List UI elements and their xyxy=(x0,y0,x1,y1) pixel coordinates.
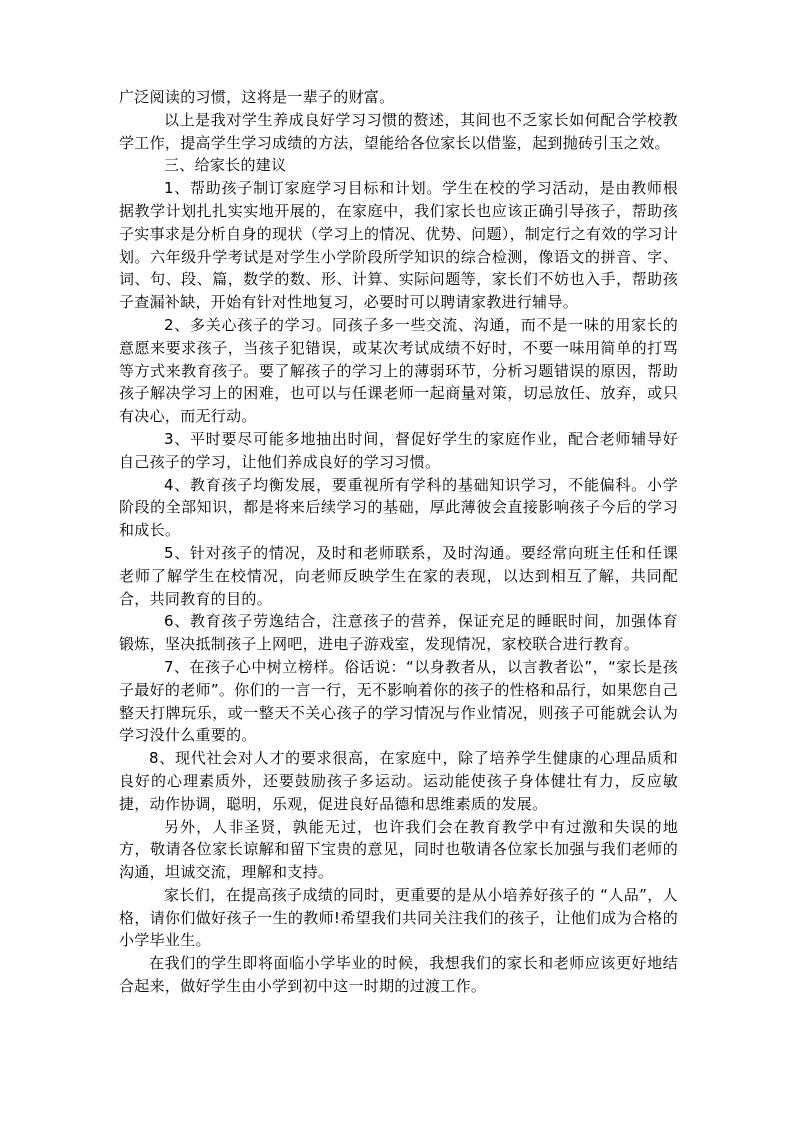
paragraph-advice-2: 2、多关心孩子的学习。同孩子多一些交流、沟通，而不是一味的用家长的意愿来要求孩子，当孩子犯错误，或某次考试成绩不好时，不要一味用简单的打骂等方式来教育孩子。要了解孩子的学习上的薄弱环节，分析习题错误的原因，帮助孩子解决学习上的困难，也可以与任课老师一起商量对策，切忌放任、放弃，或只有决心，而无行动。 xyxy=(119,315,678,426)
paragraph-apology: 另外，人非圣贤，孰能无过，也许我们会在教育教学中有过激和失误的地方，敬请各位家长谅解和留下宝贵的意见，同时也敬请各位家长加强与我们老师的沟通，坦诚交流，理解和支持。 xyxy=(119,817,678,882)
document-body xyxy=(119,86,678,998)
paragraph-character: 家长们，在提高孩子成绩的同时，更重要的是从小培养好孩子的 “人品”，人格，请你们做好孩子一生的教师!希望我们共同关注我们的孩子，让他们成为合格的小学毕业生。 xyxy=(119,885,678,950)
section-heading-parent-advice: 三、给家长的建议 xyxy=(164,156,287,175)
paragraph-advice-8: 8、现代社会对人才的要求很高，在家庭中，除了培养学生健康的心理品质和良好的心理素质外，还要鼓励孩子多运动。运动能使孩子身体健壮有力，反应敏捷，动作协调，聪明，乐观，促进良好品德和思维素质的发展。 xyxy=(119,749,678,813)
paragraph-advice-7: 7、在孩子心中树立榜样。俗话说：“以身教者从，以言教者讼”，“家长是孩子最好的老师”。你们的一言一行，无不影响着你的孩子的性格和品行，如果您自己整天打牌玩乐，或一整天不关心孩子的学习情况与作业情况，则孩子可能就会认为学习没什么重要的。 xyxy=(119,657,678,745)
paragraph-advice-6: 6、教育孩子劳逸结合，注意孩子的营养，保证充足的睡眠时间，加强体育锻炼，坚决抵制孩子上网吧，进电子游戏室，发现情况，家校联合进行教育。 xyxy=(119,612,678,654)
paragraph-advice-1: 1、帮助孩子制订家庭学习目标和计划。学生在校的学习活动，是由教师根据教学计划扎扎实实地开展的，在家庭中，我们家长也应该正确引导孩子，帮助孩子实事求是分析自身的现状（学习上的情况、优势、问题），制定行之有效的学习计划。六年级升学考试是对学生小学阶段所学知识的综合检测，像语文的拼音、字、词、句、段、篇，数学的数、形、计算、实际问题等，家长们不妨也入手，帮助孩子查漏补缺，开始有针对性地复习，必要时可以聘请家教进行辅导。 xyxy=(119,179,678,312)
paragraph-reading-habit: 广泛阅读的习惯，这将是一辈子的财富。 xyxy=(119,88,395,106)
paragraph-summary: 以上是我对学生养成良好学习习惯的赘述，其间也不乏家长如何配合学校教学工作，提高学生学习成绩的方法，望能给各位家长以借鉴，起到抛砖引玉之效。 xyxy=(119,110,678,152)
paragraph-advice-3: 3、平时要尽可能多地抽出时间，督促好学生的家庭作业，配合老师辅导好自己孩子的学习，让他们养成良好的学习习惯。 xyxy=(119,429,678,471)
paragraph-advice-4: 4、教育孩子均衡发展，要重视所有学科的基础知识学习，不能偏科。小学阶段的全部知识，都是将来后续学习的基础，厚此薄彼会直接影响孩子今后的学习和成长。 xyxy=(119,475,678,540)
paragraph-transition: 在我们的学生即将面临小学毕业的时候，我想我们的家长和老师应该更好地结合起来，做好学生由小学到初中这一时期的过渡工作。 xyxy=(119,954,678,996)
paragraph-advice-5: 5、针对孩子的情况，及时和老师联系，及时沟通。要经常向班主任和任课老师了解学生在校情况，向老师反映学生在家的表现，以达到相互了解，共同配合，共同教育的目的。 xyxy=(119,543,678,608)
